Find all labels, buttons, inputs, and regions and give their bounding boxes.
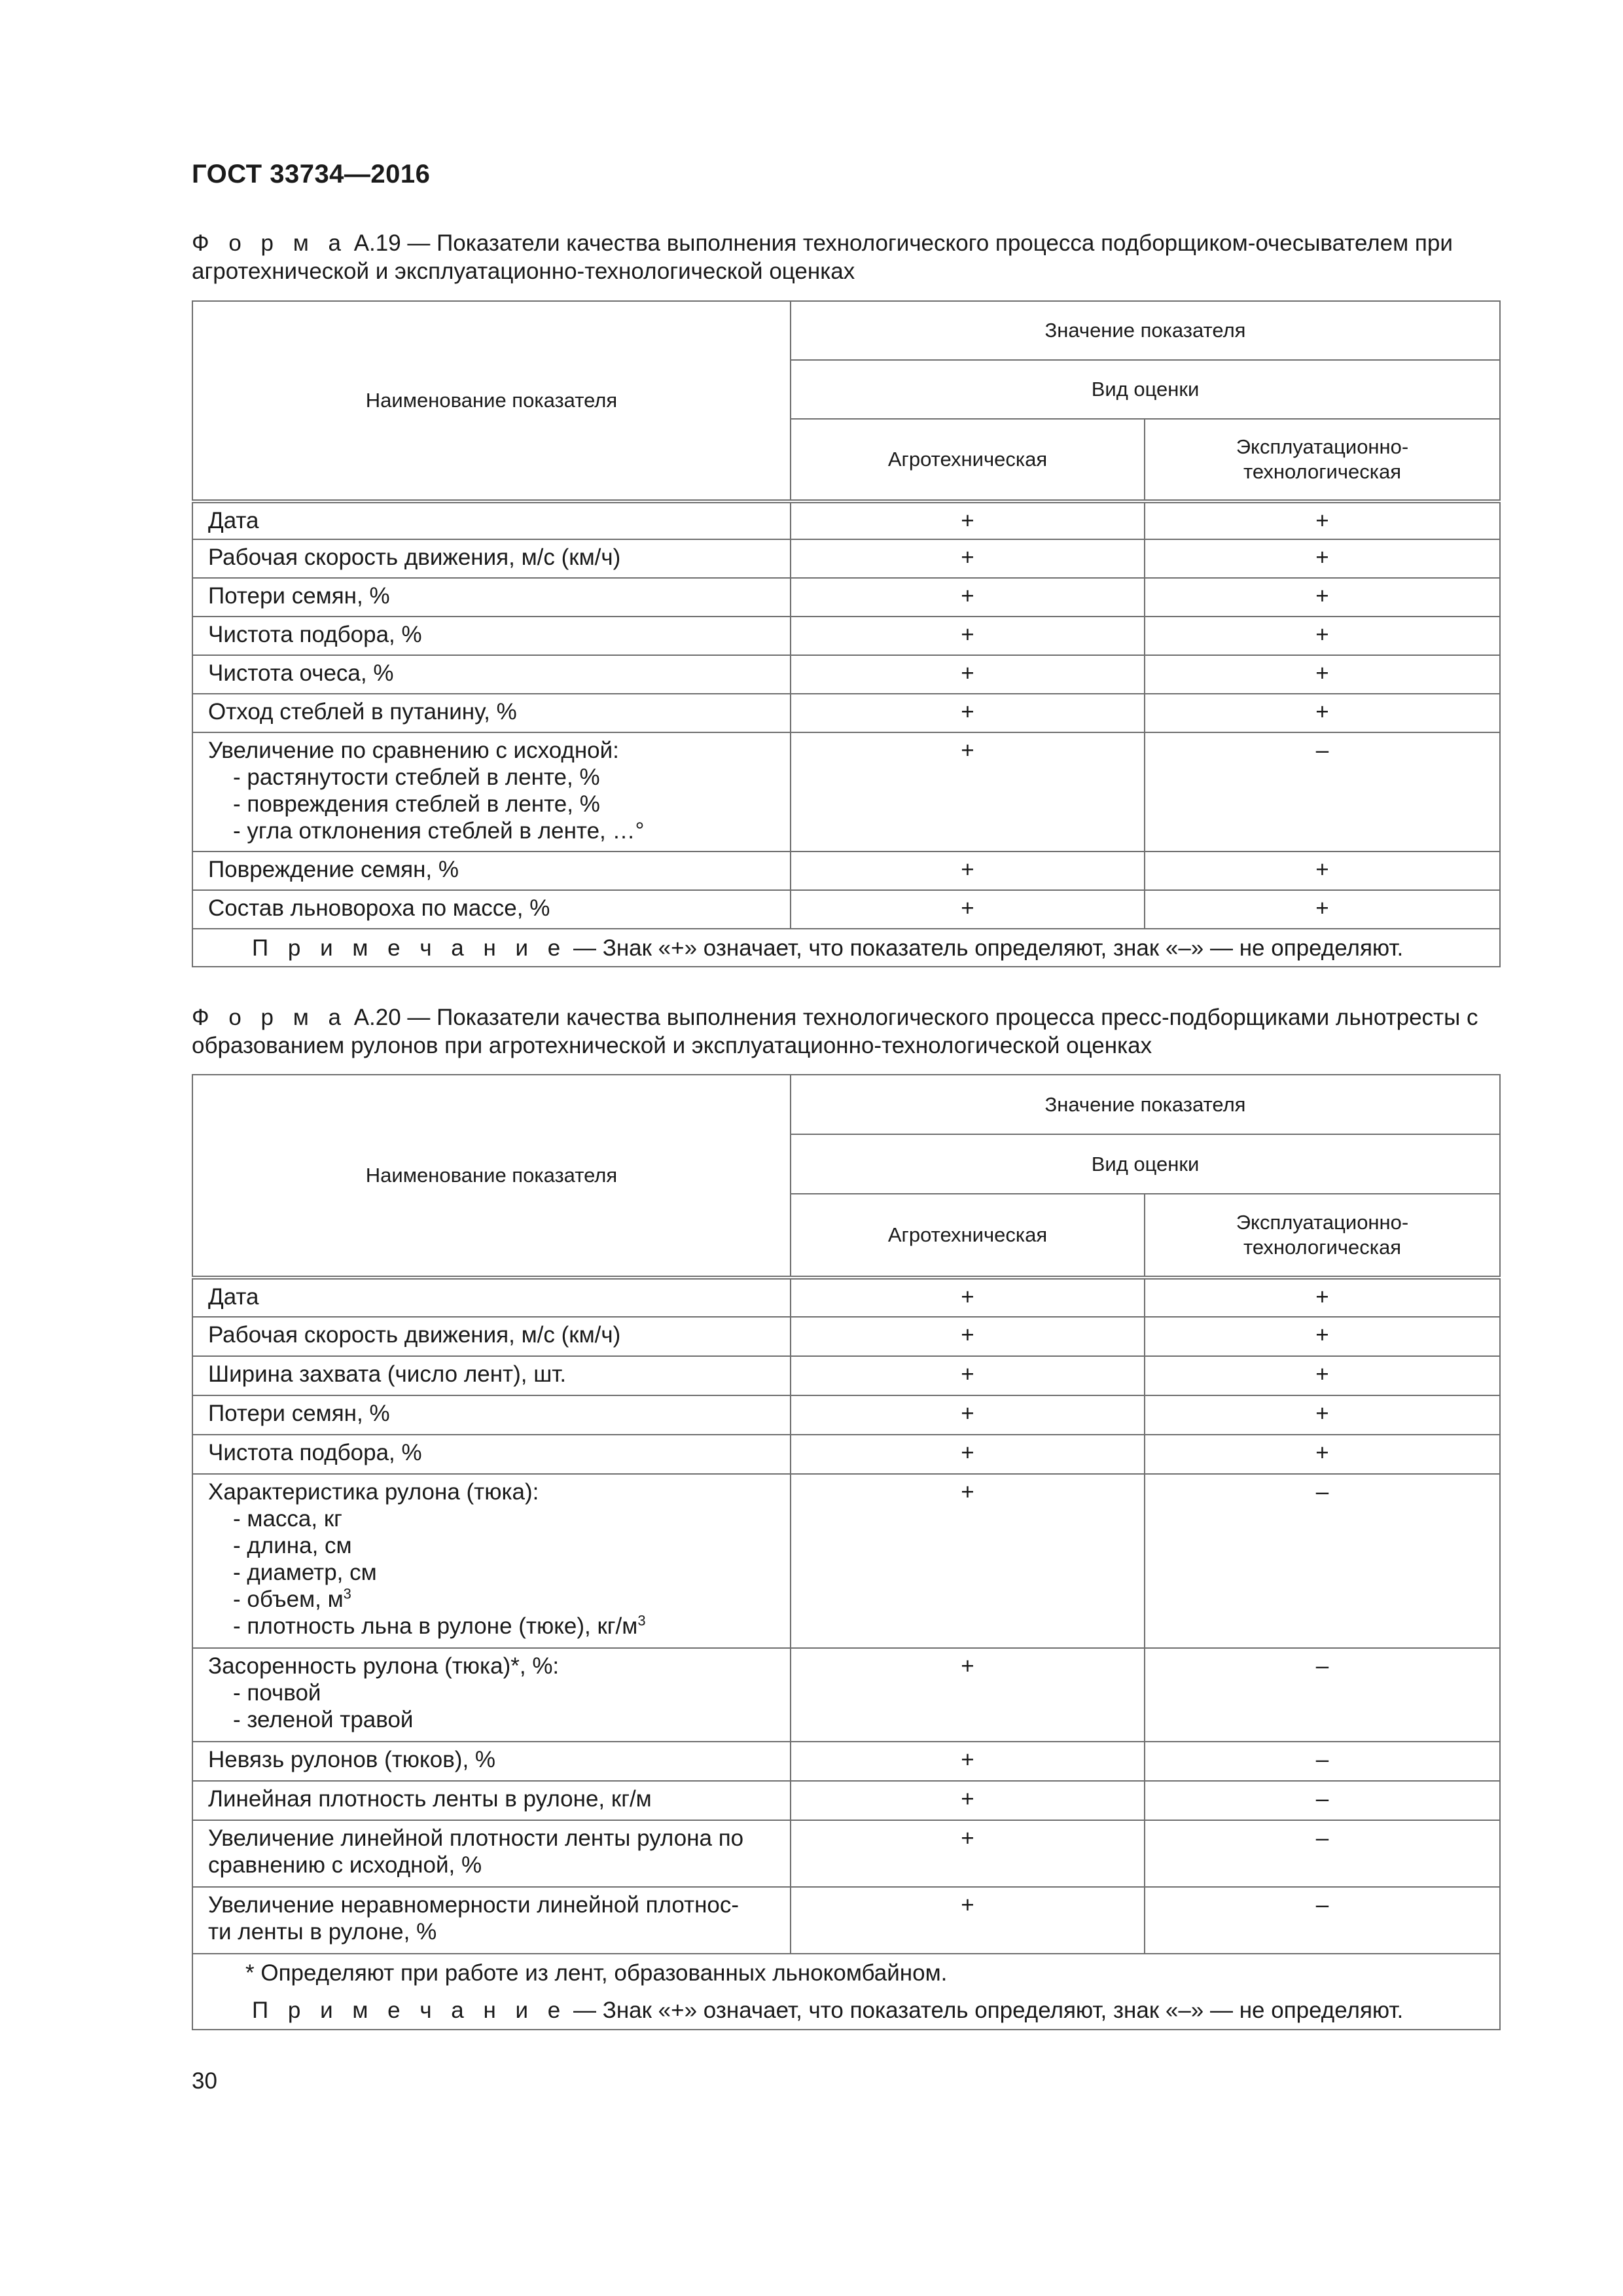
row-agro-value: + bbox=[791, 578, 1145, 617]
row-agro-value: + bbox=[791, 1395, 1145, 1435]
row-expl-value: + bbox=[1145, 501, 1500, 539]
row-agro-value: + bbox=[791, 890, 1145, 929]
header-indicator-value: Значение показателя bbox=[791, 301, 1500, 360]
row-agro-value: + bbox=[791, 1648, 1145, 1742]
form-a20-caption-text: А.20 — Показатели качества выполнения технологического процесса пресс-подборщиками льнотресты с образованием рулонов при агротехнической и эксплуатационно-технологической оценках bbox=[192, 1005, 1478, 1058]
row-expl-value: – bbox=[1145, 1648, 1500, 1742]
row-subitem: - зеленой травой bbox=[233, 1707, 414, 1732]
row-name bbox=[192, 1648, 791, 1742]
form-a19-caption-text: А.19 — Показатели качества выполнения технологического процесса подборщиком-очесывателем при агротехнической и эксплуатационно-технологической оценках bbox=[192, 230, 1453, 284]
row-subitem: - диаметр, см bbox=[233, 1560, 377, 1585]
header-agrotechnical: Агротехническая bbox=[791, 419, 1145, 501]
row-name-line2: ти ленты в рулоне, % bbox=[208, 1919, 437, 1945]
row-name: Потери семян, % bbox=[192, 578, 791, 617]
row-agro-value: + bbox=[791, 732, 1145, 852]
row-expl-value: – bbox=[1145, 1820, 1500, 1887]
table-note bbox=[192, 929, 1500, 967]
table-footnote bbox=[192, 1954, 1500, 1992]
row-name: Ширина захвата (число лент), шт. bbox=[192, 1356, 791, 1395]
row-agro-value: + bbox=[791, 1781, 1145, 1820]
header-evaluation-type: Вид оценки bbox=[791, 360, 1500, 419]
row-subitem-text: - объем, м bbox=[233, 1587, 344, 1612]
note-text: — Знак «+» означает, что показатель определяют, знак «–» — не определяют. bbox=[567, 935, 1404, 961]
row-agro-value: + bbox=[791, 1317, 1145, 1356]
header-indicator-name: Наименование показателя bbox=[192, 301, 791, 501]
row-name: Невязь рулонов (тюков), % bbox=[192, 1742, 791, 1781]
row-name: Дата bbox=[192, 1278, 791, 1317]
row-name-line1: Увеличение линейной плотности ленты рулона по bbox=[208, 1825, 744, 1851]
row-name: Потери семян, % bbox=[192, 1395, 791, 1435]
row-expl-value: + bbox=[1145, 539, 1500, 578]
row-subitem bbox=[208, 1613, 790, 1640]
superscript: 3 bbox=[637, 1612, 646, 1629]
row-expl-value: – bbox=[1145, 1742, 1500, 1781]
form-a19-table bbox=[192, 300, 1501, 967]
row-name-text: Засоренность рулона (тюка)*, %: bbox=[208, 1653, 560, 1679]
form-a19-caption bbox=[192, 229, 1501, 285]
row-name: Состав льновороха по массе, % bbox=[192, 890, 791, 929]
row-expl-value: + bbox=[1145, 1278, 1500, 1317]
row-name: Дата bbox=[192, 501, 791, 539]
row-name: Рабочая скорость движения, м/с (км/ч) bbox=[192, 539, 791, 578]
row-subitem: - повреждения стеблей в ленте, % bbox=[233, 791, 600, 817]
header-indicator-value: Значение показателя bbox=[791, 1075, 1500, 1134]
row-expl-value: + bbox=[1145, 694, 1500, 732]
note-text: — Знак «+» означает, что показатель определяют, знак «–» — не определяют. bbox=[567, 1998, 1404, 2023]
row-agro-value: + bbox=[791, 1820, 1145, 1887]
row-name-line1: Увеличение неравномерности линейной плотнос- bbox=[208, 1892, 740, 1918]
row-expl-value: + bbox=[1145, 852, 1500, 890]
header-operational-line2: технологическая bbox=[1243, 460, 1402, 483]
row-agro-value: + bbox=[791, 655, 1145, 694]
row-expl-value: + bbox=[1145, 1435, 1500, 1474]
row-expl-value: + bbox=[1145, 1317, 1500, 1356]
row-name bbox=[192, 732, 791, 852]
page-number: 30 bbox=[192, 2068, 217, 2094]
row-name: Отход стеблей в путанину, % bbox=[192, 694, 791, 732]
header-operational bbox=[1145, 1194, 1500, 1278]
form-a20-caption bbox=[192, 1003, 1501, 1060]
row-expl-value: + bbox=[1145, 1356, 1500, 1395]
superscript: 3 bbox=[343, 1585, 351, 1602]
row-expl-value: + bbox=[1145, 578, 1500, 617]
row-name-text: Увеличение по сравнению с исходной: bbox=[208, 738, 619, 763]
row-subitem bbox=[208, 1586, 790, 1613]
row-name: Чистота подбора, % bbox=[192, 1435, 791, 1474]
row-agro-value: + bbox=[791, 1474, 1145, 1648]
row-expl-value: – bbox=[1145, 1887, 1500, 1954]
row-name bbox=[192, 1887, 791, 1954]
form-a19-prefix: Ф о р м а bbox=[192, 230, 348, 256]
row-expl-value: – bbox=[1145, 1781, 1500, 1820]
row-agro-value: + bbox=[791, 1742, 1145, 1781]
header-operational-line1: Эксплуатационно- bbox=[1236, 1211, 1409, 1234]
standard-header: ГОСТ 33734—2016 bbox=[192, 160, 431, 188]
form-a20-table bbox=[192, 1074, 1501, 2030]
row-agro-value: + bbox=[791, 539, 1145, 578]
row-name-text: Характеристика рулона (тюка): bbox=[208, 1479, 539, 1505]
header-agrotechnical: Агротехническая bbox=[791, 1194, 1145, 1278]
row-subitem: - угла отклонения стеблей в ленте, …° bbox=[233, 818, 645, 844]
header-indicator-name: Наименование показателя bbox=[192, 1075, 791, 1278]
row-agro-value: + bbox=[791, 1356, 1145, 1395]
row-subitem: - почвой bbox=[233, 1680, 321, 1706]
header-operational-line2: технологическая bbox=[1243, 1236, 1402, 1259]
row-agro-value: + bbox=[791, 694, 1145, 732]
row-expl-value: + bbox=[1145, 890, 1500, 929]
row-name bbox=[192, 1820, 791, 1887]
note-prefix: П р и м е ч а н и е bbox=[252, 1998, 567, 2023]
row-name: Повреждение семян, % bbox=[192, 852, 791, 890]
row-agro-value: + bbox=[791, 501, 1145, 539]
row-name bbox=[192, 1474, 791, 1648]
row-expl-value: – bbox=[1145, 732, 1500, 852]
header-evaluation-type: Вид оценки bbox=[791, 1134, 1500, 1194]
row-agro-value: + bbox=[791, 1278, 1145, 1317]
row-name: Рабочая скорость движения, м/с (км/ч) bbox=[192, 1317, 791, 1356]
row-subitem: - растянутости стеблей в ленте, % bbox=[233, 764, 600, 790]
row-name: Линейная плотность ленты в рулоне, кг/м bbox=[192, 1781, 791, 1820]
row-subitem: - длина, см bbox=[233, 1533, 352, 1558]
row-subitem-text: - плотность льна в рулоне (тюке), кг/м bbox=[233, 1613, 638, 1639]
table-note bbox=[192, 1992, 1500, 2030]
row-expl-value: + bbox=[1145, 1395, 1500, 1435]
footnote-text: * Определяют при работе из лент, образованных льнокомбайном. bbox=[245, 1960, 948, 1986]
row-agro-value: + bbox=[791, 1887, 1145, 1954]
row-agro-value: + bbox=[791, 852, 1145, 890]
header-operational bbox=[1145, 419, 1500, 501]
form-a20-prefix: Ф о р м а bbox=[192, 1005, 348, 1030]
row-name: Чистота очеса, % bbox=[192, 655, 791, 694]
row-expl-value: + bbox=[1145, 617, 1500, 655]
row-expl-value: + bbox=[1145, 655, 1500, 694]
row-agro-value: + bbox=[791, 1435, 1145, 1474]
note-prefix: П р и м е ч а н и е bbox=[252, 935, 567, 961]
row-name-line2: сравнению с исходной, % bbox=[208, 1852, 482, 1878]
header-operational-line1: Эксплуатационно- bbox=[1236, 435, 1409, 458]
row-name: Чистота подбора, % bbox=[192, 617, 791, 655]
row-subitem: - масса, кг bbox=[233, 1506, 342, 1532]
row-expl-value: – bbox=[1145, 1474, 1500, 1648]
row-agro-value: + bbox=[791, 617, 1145, 655]
